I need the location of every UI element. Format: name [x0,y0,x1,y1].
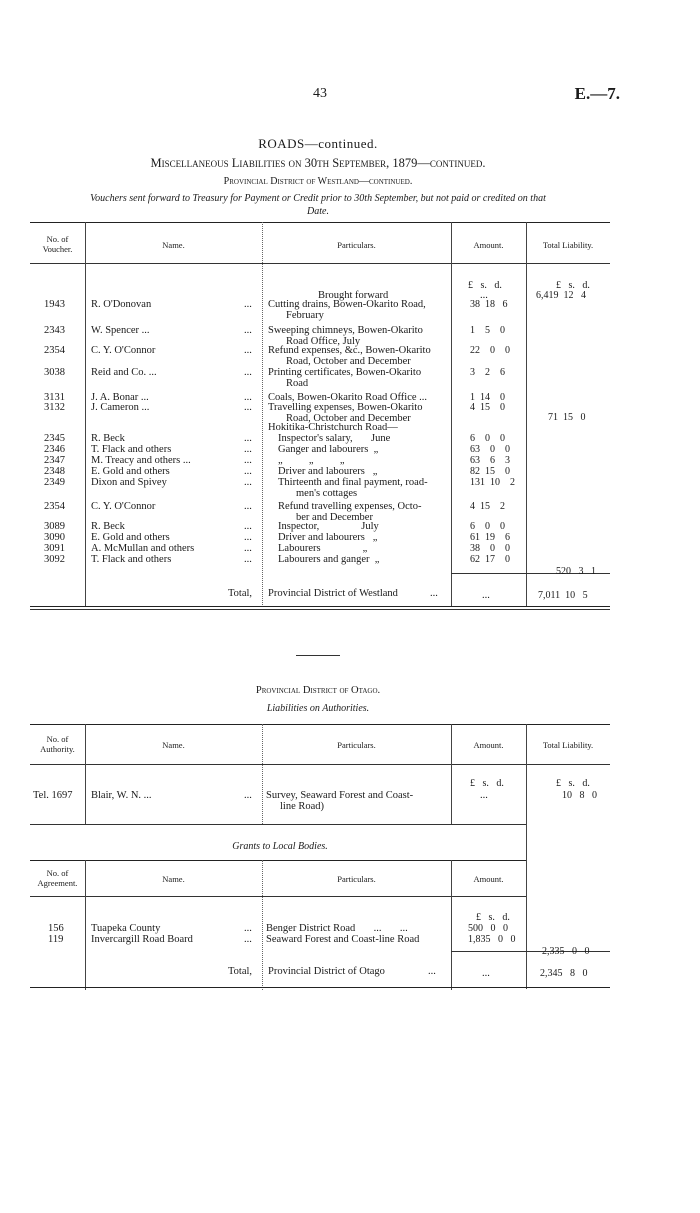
subtotal-bowen-okarito: 71 15 0 [548,412,586,423]
table-row-cont [0,309,700,322]
page-number: 43 [313,86,327,101]
otago-total-amount: ... [482,968,490,979]
westland-total-particulars: Provincial District of Westland [268,588,398,599]
particulars: Thirteenth and final payment, road- [278,477,428,488]
otago-total-label: Total, [228,966,253,977]
name-leader-dots: ... [244,367,252,378]
amount: 62 17 0 [470,554,510,565]
particulars: Driver and labourers „ [278,466,378,477]
particulars: Printing certificates, Bowen-Okarito [268,367,422,378]
payee-name: C. Y. O'Connor [91,501,156,512]
amount: 131 10 2 [470,477,515,488]
section-divider [296,655,340,656]
particulars-cont: Road [286,378,309,389]
payee-name: W. Spencer ... [91,325,150,336]
authority-name: Blair, W. N. ... [91,790,152,801]
voucher-no: 2354 [44,501,65,512]
payee-name: T. Flack and others [91,554,172,565]
amount: 500 0 0 [468,923,508,934]
grants-heading: Grants to Local Bodies. [232,841,328,852]
voucher-no: 3089 [44,521,65,532]
voucher-no: 1943 [44,299,65,310]
vouchers-note: Vouchers sent forward to Treasury for Payment or Credit prior to 30th September, but not paid or credited on that [90,193,546,204]
amount: 63 0 0 [470,444,510,455]
header-voucher: Voucher. [42,244,73,254]
particulars: Labourers and ganger „ [278,554,380,565]
payee-name: Dixon and Spivey [91,477,167,488]
voucher-no: 3091 [44,543,65,554]
amount: 1 5 0 [470,325,505,336]
table-row-cont [0,377,700,390]
amount: 6 0 0 [470,433,505,444]
voucher-no: 3038 [44,367,65,378]
amount: 38 18 6 [470,299,508,310]
amount-currency: £ s. d. [468,280,502,291]
voucher-no: 3131 [44,392,65,403]
authority-amount: ... [480,790,488,801]
name-leader-dots: ... [244,501,252,512]
table-row-cont [0,487,700,500]
name-leader-dots: ... [244,392,252,403]
amount: 3 2 6 [470,367,505,378]
particulars-cont: Road, October and December [286,413,411,424]
section-title: ROADS—continued. [258,136,378,151]
name-leader-dots: ... [244,444,252,455]
grants-header-name: Name. [162,874,185,884]
payee-name: R. O'Donovan [91,299,152,310]
westland-total-amount: ... [482,590,490,601]
brought-forward: Brought forward [318,290,389,301]
voucher-no: 2347 [44,455,65,466]
payee-name: Invercargill Road Board [91,934,193,945]
vouchers-note-date: Date. [307,206,329,217]
payee-name: C. Y. O'Connor [91,345,156,356]
name-leader-dots: ... [244,455,252,466]
name-leader-dots: ... [244,532,252,543]
westland-total-label: Total, [228,588,253,599]
header-amount: Amount. [473,240,504,250]
header-agreement: Agreement. [37,878,78,888]
amount: 1,835 0 0 [468,934,516,945]
voucher-no: 2343 [44,325,65,336]
particulars: Driver and labourers „ [278,532,378,543]
particulars: Labourers „ [278,543,368,554]
brought-forward-amount: ... [480,290,488,301]
grants-header-particulars: Particulars. [337,874,376,884]
amount: 4 15 0 [470,402,505,413]
header-name: Name. [162,240,185,250]
particulars: Cutting drains, Bowen-Okarito Road, [268,299,426,310]
particulars-cont: February [286,310,324,321]
payee-name: Reid and Co. ... [91,367,157,378]
otago-heading: Provincial District of Otago. [255,685,381,696]
authority-no: Tel. 1697 [33,790,73,801]
particulars: Coals, Bowen-Okarito Road Office ... [268,392,428,403]
amount: 6 0 0 [470,521,505,532]
voucher-no: 156 [48,923,64,934]
particulars-cont: Road Office, July [286,336,361,347]
voucher-no: 3092 [44,554,65,565]
authority-particulars-cont: line Road) [280,801,325,812]
otago-header-name: Name. [162,740,185,750]
particulars: Refund expenses, &c., Bowen-Okarito [268,345,431,356]
header-authority: Authority. [40,744,75,754]
amount: 22 0 0 [470,345,510,356]
name-leader-dots: ... [244,543,252,554]
name-leader-dots: ... [244,299,252,310]
otago-header-particulars: Particulars. [337,740,376,750]
otago-header-amount: Amount. [473,740,504,750]
westland-total-dots: ... [430,588,438,599]
voucher-no: 3132 [44,402,65,413]
otago-total-value: 2,345 8 0 [540,968,588,979]
payee-name: E. Gold and others [91,532,170,543]
name-leader-dots: ... [244,345,252,356]
otago-total-dots: ... [428,966,436,977]
amount: 63 6 3 [470,455,510,466]
payee-name: A. McMullan and others [91,543,195,554]
voucher-no: 3090 [44,532,65,543]
particulars: Travelling expenses, Bowen-Okarito [268,402,423,413]
name-leader-dots: ... [244,923,252,934]
page-code: E.—7. [574,84,620,103]
voucher-no: 2354 [44,345,65,356]
voucher-no: 2349 [44,477,65,488]
particulars-cont: ber and December [296,512,373,523]
payee-name: T. Flack and others [91,444,172,455]
particulars-cont: Road, October and December [286,356,411,367]
name-leader-dots: ... [244,554,252,565]
name-leader-dots: ... [244,402,252,413]
section-westland: Provincial District of Westland—continued. [223,176,413,187]
voucher-no: 2348 [44,466,65,477]
payee-name: J. A. Bonar ... [91,392,149,403]
payee-name: M. Treacy and others ... [91,455,191,466]
header-agreement-no: No. of [46,868,69,878]
authority-total: 10 8 0 [562,790,597,801]
particulars-cont: men's cottages [296,488,358,499]
subtotal-hokitika: 520 3 1 [556,566,596,577]
voucher-no: 119 [48,934,64,945]
name-leader-dots: ... [244,433,252,444]
amount: 4 15 2 [470,501,505,512]
name-leader-dots: ... [244,466,252,477]
auth-amount-currency: £ s. d. [470,778,504,789]
amount: 38 0 0 [470,543,510,554]
grants-subtotal: 2,335 0 0 [542,946,590,957]
hokitika-heading: Hokitika-Christchurch Road— [268,422,398,433]
name-leader-dots: ... [244,521,252,532]
name-leader-dots: ... [244,325,252,336]
payee-name: Tuapeka County [91,923,161,934]
brought-forward-total: 6,419 12 4 [536,290,586,301]
particulars: Seaward Forest and Coast-line Road [266,934,420,945]
header-particulars: Particulars. [337,240,376,250]
particulars: Sweeping chimneys, Bowen-Okarito [268,325,423,336]
amount: 1 14 0 [470,392,505,403]
payee-name: R. Beck [91,433,125,444]
header-authority-no: No. of [46,734,69,744]
particulars: „ „ „ [278,455,345,466]
westland-total-value: 7,011 10 5 [538,590,588,601]
auth-total-currency: £ s. d. [556,778,590,789]
name-leader-dots: ... [244,934,252,945]
table-row [0,933,700,946]
grants-header-amount: Amount. [473,874,504,884]
particulars: Ganger and labourers „ [278,444,379,455]
header-total-liability: Total Liability. [542,240,594,250]
otago-liabilities-heading: Liabilities on Authorities. [266,703,370,714]
otago-header-total-liability: Total Liability. [542,740,594,750]
authority-particulars: Survey, Seaward Forest and Coast- [266,790,414,801]
authority-dots: ... [244,790,252,801]
voucher-no: 2346 [44,444,65,455]
payee-name: E. Gold and others [91,466,170,477]
amount: 82 15 0 [470,466,510,477]
total-currency: £ s. d. [556,280,590,291]
amount: 61 19 6 [470,532,510,543]
particulars: Inspector's salary, June [278,433,391,444]
grants-currency: £ s. d. [476,912,510,923]
otago-total-particulars: Provincial District of Otago [268,966,385,977]
name-leader-dots: ... [244,477,252,488]
subtitle-main: Miscellaneous Liabilities on 30th September, 1879—continued. [150,156,486,170]
table-row [0,553,700,566]
particulars: Inspector, July [278,521,379,532]
voucher-no: 2345 [44,433,65,444]
particulars: Benger District Road ... ... [266,923,408,934]
header-voucher-no: No. of [46,234,69,244]
payee-name: R. Beck [91,521,125,532]
particulars: Refund travelling expenses, Octo- [278,501,422,512]
payee-name: J. Cameron ... [91,402,150,413]
